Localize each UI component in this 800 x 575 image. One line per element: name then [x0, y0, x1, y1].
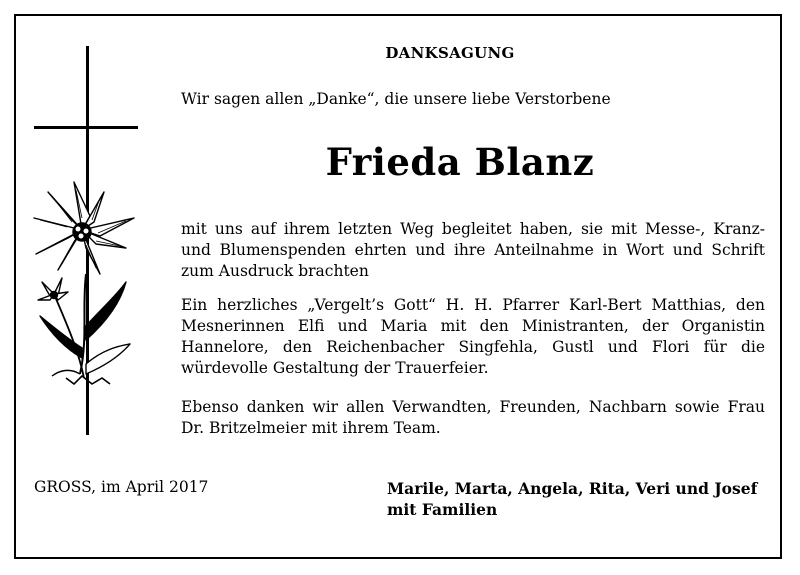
paragraph-relatives: Ebenso danken wir allen Verwandten, Freunden, Nachbarn sowie Frau Dr. Britzelmeier mit ihrem Team.	[181, 398, 765, 437]
edelweiss-icon	[30, 178, 140, 388]
intro-line: Wir sagen allen „Danke“, die unsere liebe Verstorbene	[181, 90, 611, 108]
cross-icon-bar	[34, 126, 138, 129]
signers-families: mit Familien	[387, 500, 498, 519]
deceased-name: Frieda Blanz	[325, 140, 595, 184]
signers	[387, 478, 767, 520]
paragraph-thanks: mit uns auf ihrem letzten Weg begleitet haben, sie mit Messe-, Kranz- und Blumenspenden ehrten und ihre Anteilnahme in Wort und Schrift zum Ausdruck brachten	[181, 220, 765, 280]
place-date: GROSS, im April 2017	[34, 478, 209, 496]
paragraph-vergelts-gott: Ein herzliches „Vergelt’s Gott“ H. H. Pfarrer Karl-Bert Matthias, den Mesnerinnen Elfi und Maria mit den Ministranten, der Organistin Hannelore, den Reichenbacher Singfehla, Gustl und Flori für die würdevolle Gestaltung der Trauerfeier.	[181, 296, 765, 377]
notice-heading: DANKSAGUNG	[385, 44, 515, 62]
signers-names: Marile, Marta, Angela, Rita, Veri und Josef	[387, 479, 758, 498]
